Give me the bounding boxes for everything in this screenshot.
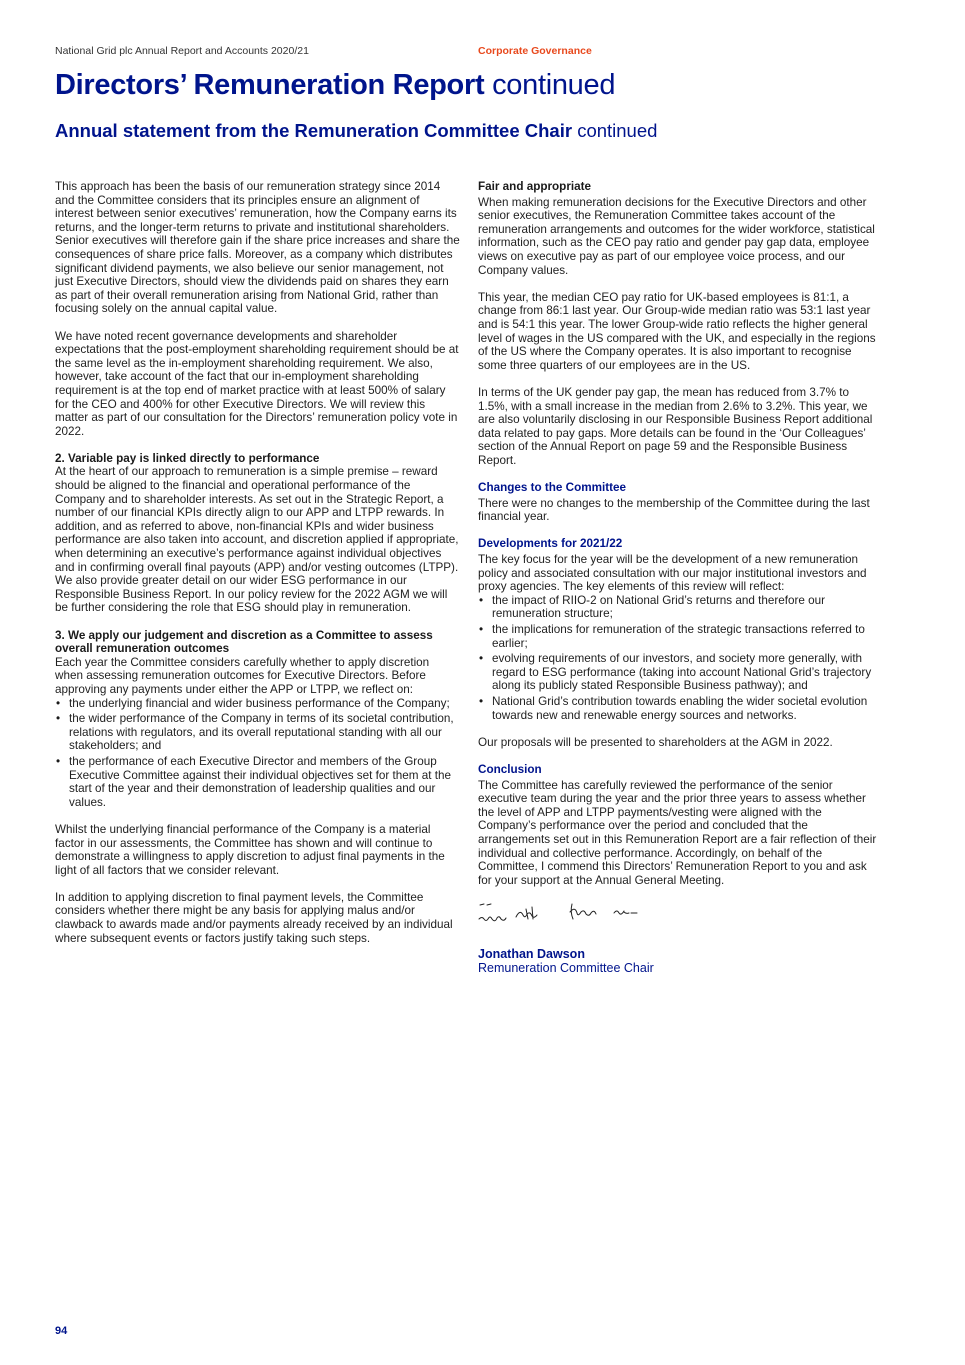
paragraph: The Committee has carefully reviewed the performance of the senior executive team during the year and the prior three years to assess whether the level of APP and LTPP payments/vesting were aligned with the Company’s performance over the period and concluded that the arrangements set out in this Remuneration Report are a fair reflection of their individual and collective performance. Accordingly, on behalf of the Committee, I commend this Directors’ Remuneration Report to you and ask for your support at the Annual General Meeting.	[478, 778, 877, 887]
section-heading: Developments for 2021/22	[478, 537, 623, 551]
paragraph: When making remuneration decisions for the Executive Directors and other senior executives, the Remuneration Committee takes account of the remuneration arrangements and outcomes for the wider workforce, statistical information, such as the CEO pay ratio and gender pay gap data, employee views on executive pay as part of our employee voice process, and our Company values.	[478, 195, 875, 277]
list-item: • the underlying financial and wider business performance of the Company;	[55, 697, 460, 711]
signatory-role: Remuneration Committee Chair	[478, 961, 654, 976]
section-label: Corporate Governance	[478, 45, 592, 57]
paragraph: There were no changes to the membership of the Committee during the last financial year.	[478, 496, 870, 524]
paragraph: Whilst the underlying financial performance of the Company is a material factor in our assessments, the Committee has shown and will continue to demonstrate a willingness to apply discretion to adjust final payments in the light of all factors that we consider relevant.	[55, 822, 445, 877]
page-subtitle-main: Annual statement from the Remuneration Committee Chair	[55, 120, 573, 141]
paragraph: In addition to applying discretion to final payment levels, the Committee considers whether there might be any basis for applying malus and/or clawback to awards made and/or payments already received by an individual where subsequent events or factors justify taking such steps.	[55, 890, 453, 945]
bullet-list	[478, 594, 880, 722]
page-subtitle	[55, 119, 657, 143]
page-subtitle-suffix: continued	[577, 120, 658, 141]
section-heading: 2. Variable pay is linked directly to performance	[55, 451, 320, 465]
section-heading: 3. We apply our judgement and discretion as a Committee to assess overall remuneration outcomes	[55, 628, 433, 656]
list-item: • evolving requirements of our investors, and society more generally, with regard to ESG performance (taking into account National Grid’s trajectory along its publicly stated Responsible Business pathway); and	[478, 652, 880, 693]
left-column	[55, 180, 460, 959]
section-heading: Conclusion	[478, 762, 542, 776]
right-column	[478, 180, 880, 975]
section-heading: Fair and appropriate	[478, 180, 592, 193]
paragraph: The key focus for the year will be the development of a new remuneration policy and associated consultation with our major institutional investors and proxy agencies. The key elements of this review will reflect:	[478, 553, 867, 594]
paragraph: At the heart of our approach to remuneration is a simple premise – reward should be aligned to the financial and operational performance of the Company and to shareholder interests. As set out in the Strategic Report, a number of our financial KPIs directly align to our APP and LTPP rewards. In addition, and as referred to above, non-financial KPIs and wider business performance are also taken into account, and discretion applied if appropriate, when determining an executive’s performance against individual objectives and in confirming overall final payouts (APP) and/or vesting outcomes (LTPP). We also provide greater detail on our wider ESG performance in our Responsible Business Report. In our policy review for the 2022 AGM we will be further considering the role that ESG should play in remuneration.	[55, 465, 459, 615]
paragraph: We have noted recent governance developments and shareholder expectations that the post-employment shareholding requirement should be at the same level as the in-employment shareholding requirement. We also, however, take account of the fact that our in-employment shareholding requirement is at the top end of market practice with at least 500% of salary for the CEO and 400% for other Executive Directors. We will review this matter as part of our consultation for the Directors’ remuneration policy vote in 2022.	[55, 329, 459, 438]
paragraph: This approach has been the basis of our remuneration strategy since 2014 and the Committee considers that its principles ensure an alignment of interest between senior executives’ remuneration, how the Company earns its returns, and the longer-term returns to private and institutional shareholders. Senior executives will therefore gain if the share price increases and share the consequences of share price falls. Moreover, as a company which distributes significant dividend payments, we also believe our senior management, not just Executive Directors, should view the dividends paid on shares they earn as part of their overall remuneration arising from National Grid, rather than focusing solely on the annual capital value.	[55, 180, 460, 316]
list-item: • the implications for remuneration of the strategic transactions referred to earlier;	[478, 623, 880, 650]
paragraph: Our proposals will be presented to shareholders at the AGM in 2022.	[478, 735, 833, 749]
page-title-main: Directors’ Remuneration Report	[55, 69, 485, 101]
paragraph: Each year the Committee considers carefully whether to apply discretion when assessing remuneration outcomes for Executive Directors. Before approving any payments under either the APP or LTPP, we reflect on:	[55, 655, 430, 696]
signatory-name: Jonathan Dawson	[478, 947, 585, 962]
list-item: • National Grid’s contribution towards enabling the wider societal evolution towards new and renewable energy sources and networks.	[478, 695, 880, 722]
list-item: • the impact of RIIO-2 on National Grid’s returns and therefore our remuneration structure;	[478, 594, 880, 621]
page-number: 94	[55, 1325, 68, 1337]
section-heading: Changes to the Committee	[478, 481, 627, 495]
page-title-suffix: continued	[492, 69, 616, 101]
paragraph: This year, the median CEO pay ratio for UK-based employees is 81:1, a change from 86:1 last year. Our Group-wide median ratio was 53:1 last year and is 54:1 this year. The lower Group-wide ratio reflects the higher general level of wages in the US compared with the UK, and especially in the regions of the US where the Company operates. It is also important to recognise some three quarters of our employees are in the US.	[478, 290, 876, 372]
paragraph: In terms of the UK gender pay gap, the mean has reduced from 3.7% to 1.5%, with a small increase in the median from 2.6% to 3.2%. This year, we are also voluntarily disclosing in our Responsible Business Report additional data related to pay gaps. More details can be found in the ‘Our Colleagues’ section of the Annual Report on page 59 and the Responsible Business Report.	[478, 385, 873, 467]
report-name: National Grid plc Annual Report and Accounts 2020/21	[55, 45, 309, 57]
list-item: • the wider performance of the Company in terms of its societal contribution, relations with regulators, and its overall reputational standing with all our stakeholders; and	[55, 712, 460, 753]
signature-image	[474, 895, 664, 935]
list-item: • the performance of each Executive Director and members of the Group Executive Committee against their individual objectives set for them at the start of the year and their demonstration of leadership qualities and our values.	[55, 755, 460, 809]
page-title	[55, 66, 615, 104]
bullet-list	[55, 697, 460, 810]
